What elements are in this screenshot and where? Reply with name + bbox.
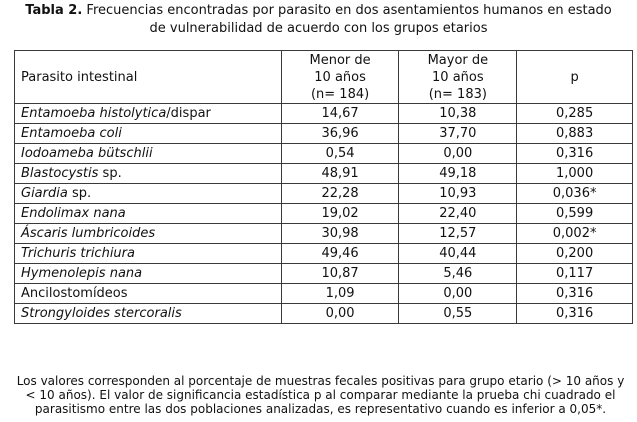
value-mayor: 10,93: [399, 184, 517, 204]
value-p: 0,599: [517, 204, 633, 224]
header-menor-line-1: Menor de: [309, 52, 371, 68]
parasite-name: [15, 264, 282, 284]
value-menor: 19,02: [281, 204, 399, 224]
value-p: 0,002*: [517, 224, 633, 244]
caption-line-2: de vulnerabilidad de acuerdo con los grupos etarios: [149, 21, 488, 36]
value-p: 0,036*: [517, 184, 633, 204]
header-mayor: [399, 51, 517, 104]
value-mayor: 0,55: [399, 304, 517, 324]
value-p: 0,316: [517, 284, 633, 304]
value-p: 0,285: [517, 104, 633, 124]
value-menor: 0,00: [281, 304, 399, 324]
header-mayor-line-1: Mayor de: [427, 52, 489, 68]
caption-line-1: [8, 2, 629, 20]
parasite-name-plain: sp.: [98, 165, 122, 181]
header-mayor-line-2: 10 años: [432, 69, 484, 85]
parasite-name: [15, 204, 282, 224]
table-row: [15, 104, 633, 124]
value-mayor: 40,44: [399, 244, 517, 264]
table-row: [15, 124, 633, 144]
value-p: 0,117: [517, 264, 633, 284]
table-footnote: [12, 374, 629, 416]
header-menor-line-3: (n= 184): [310, 86, 370, 102]
value-mayor: 49,18: [399, 164, 517, 184]
header-menor-line-2: 10 años: [314, 69, 366, 85]
table-row: [15, 224, 633, 244]
table-row: [15, 284, 633, 304]
parasite-name-italic: Entamoeba histolytica: [21, 105, 167, 121]
header-parasite: Parasito intestinal: [15, 51, 282, 104]
parasite-name-italic: Hymenolepis nana: [21, 265, 143, 281]
value-p: 0,200: [517, 244, 633, 264]
parasite-name: [15, 124, 282, 144]
value-mayor: 0,00: [399, 144, 517, 164]
value-mayor: 22,40: [399, 204, 517, 224]
value-mayor: 10,38: [399, 104, 517, 124]
table-row: [15, 264, 633, 284]
caption-label: Tabla 2.: [25, 3, 83, 18]
parasite-name-italic: Iodoameba bütschlii: [21, 145, 153, 161]
parasite-name-italic: Trichuris trichiura: [21, 245, 135, 261]
header-menor: [281, 51, 399, 104]
parasite-name: [15, 164, 282, 184]
parasite-name: [15, 144, 282, 164]
header-mayor-line-3: (n= 183): [428, 86, 487, 102]
parasite-name-italic: Entamoeba coli: [21, 125, 122, 141]
table-row: [15, 184, 633, 204]
parasite-name: [15, 304, 282, 324]
parasite-name-italic: Blastocystis: [21, 165, 99, 181]
value-mayor: 0,00: [399, 284, 517, 304]
value-mayor: 12,57: [399, 224, 517, 244]
value-p: 0,883: [517, 124, 633, 144]
value-p: 0,316: [517, 304, 633, 324]
value-mayor: 37,70: [399, 124, 517, 144]
parasite-name: [15, 284, 282, 304]
value-menor: 49,46: [281, 244, 399, 264]
parasite-name-plain: Ancilostomídeos: [21, 285, 128, 301]
footnote-line-1: Los valores corresponden al porcentaje de muestras fecales positivas para grupo etario (> 10 años y: [16, 374, 625, 388]
footnote-line-2: < 10 años). El valor de significancia estadística p al comparar mediante la prueba chi cuadrado el: [25, 388, 616, 402]
parasite-name-italic: Áscaris lumbricoides: [21, 225, 156, 241]
value-menor: 36,96: [281, 124, 399, 144]
parasite-name-plain: sp.: [67, 185, 92, 201]
parasite-frequency-table: [14, 50, 633, 324]
parasite-name: [15, 184, 282, 204]
table-row: [15, 244, 633, 264]
header-p: p: [517, 51, 633, 104]
value-menor: 14,67: [281, 104, 399, 124]
parasite-name: [15, 244, 282, 264]
value-menor: 30,98: [281, 224, 399, 244]
parasite-name: [15, 224, 282, 244]
value-menor: 10,87: [281, 264, 399, 284]
footnote-line-3: parasitismo entre las dos poblaciones analizadas, es representativo cuando es inferior a 0,05*.: [34, 402, 607, 416]
table-row: [15, 164, 633, 184]
parasite-name-italic: Endolimax nana: [21, 205, 126, 221]
value-menor: 0,54: [281, 144, 399, 164]
table-caption: [8, 2, 629, 38]
value-p: 1,000: [517, 164, 633, 184]
value-menor: 22,28: [281, 184, 399, 204]
value-menor: 48,91: [281, 164, 399, 184]
value-menor: 1,09: [281, 284, 399, 304]
value-p: 0,316: [517, 144, 633, 164]
table-header-row: [15, 51, 633, 104]
parasite-name-plain: /dispar: [166, 105, 211, 121]
table-row: [15, 204, 633, 224]
parasite-name-italic: Strongyloides stercoralis: [21, 305, 182, 321]
table-row: [15, 144, 633, 164]
table-row: [15, 304, 633, 324]
parasite-name-italic: Giardia: [21, 185, 68, 201]
value-mayor: 5,46: [399, 264, 517, 284]
parasite-name: [15, 104, 282, 124]
caption-text-1: Frecuencias encontradas por parasito en dos asentamientos humanos en estado: [86, 3, 612, 18]
